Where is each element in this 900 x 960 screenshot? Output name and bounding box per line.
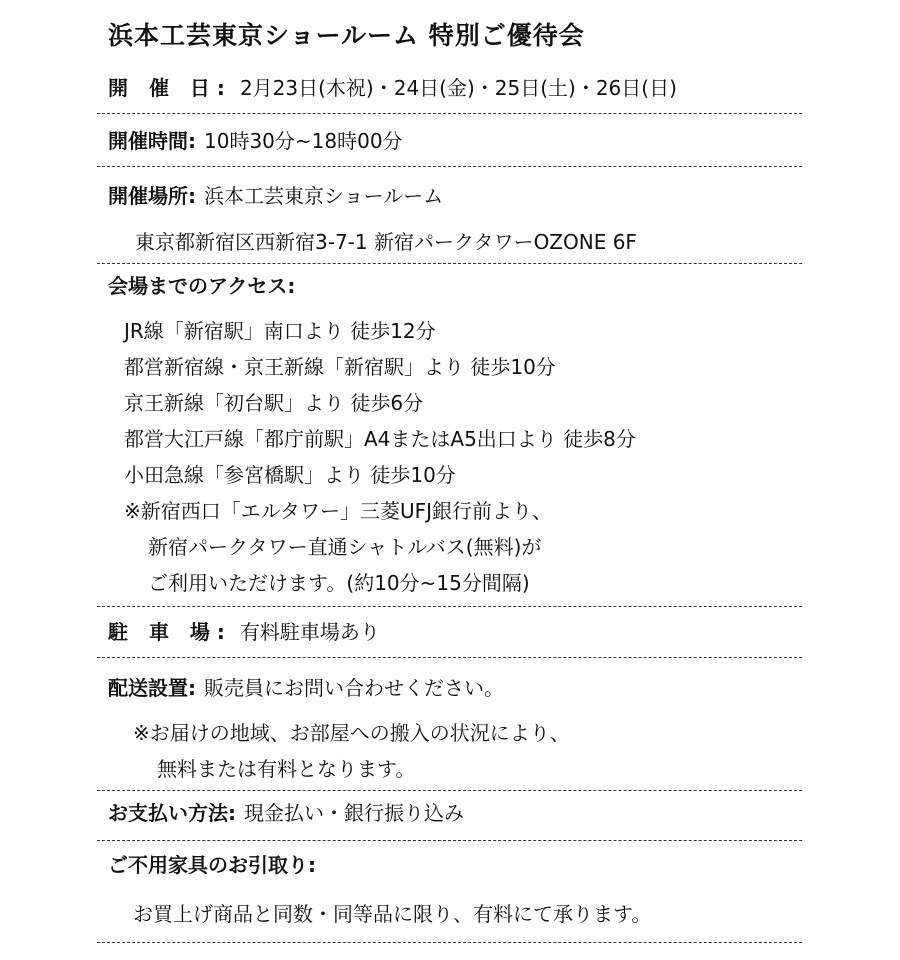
delivery-note-1: ※お届けの地域、お部屋への搬入の状況により、 <box>133 721 570 745</box>
pickup-value: お買上げ商品と同数・同等品に限り、有料にて承ります。 <box>133 902 652 926</box>
delivery-label: 配送設置: <box>108 676 196 700</box>
access-line-keio: 京王新線「初台駅」より 徒歩6分 <box>124 391 424 415</box>
parking-row <box>108 618 380 646</box>
access-shuttle-note-3: ご利用いただけます。(約10分~15分間隔) <box>148 571 530 595</box>
page-title: 浜本工芸東京ショールーム 特別ご優待会 <box>108 21 585 50</box>
pickup-label: ご不用家具のお引取り: <box>108 853 316 877</box>
delivery-row <box>108 674 504 702</box>
access-line-oedo: 都営大江戸線「都庁前駅」A4またはA5出口より 徒歩8分 <box>124 427 636 451</box>
hours-section <box>97 114 802 167</box>
dates-section <box>97 62 802 114</box>
access-label: 会場までのアクセス: <box>108 274 296 298</box>
hours-row <box>108 127 403 155</box>
venue-address: 東京都新宿区西新宿3-7-1 新宿パークタワーOZONE 6F <box>135 230 637 254</box>
dates-row <box>108 74 677 102</box>
access-shuttle-note: ※新宿西口「エルタワー」三菱UFJ銀行前より、 <box>124 499 552 523</box>
delivery-section <box>97 658 802 791</box>
delivery-value: 販売員にお問い合わせください。 <box>204 676 504 700</box>
access-line-jr: JR線「新宿駅」南口より 徒歩12分 <box>124 319 436 343</box>
payment-value: 現金払い・銀行振り込み <box>244 801 464 825</box>
payment-row <box>108 799 464 827</box>
payment-label: お支払い方法: <box>108 801 236 825</box>
venue-value: 浜本工芸東京ショールーム <box>204 184 444 208</box>
dates-value: 2月23日(木祝)・24日(金)・25日(土)・26日(日) <box>239 76 677 100</box>
hours-value: 10時30分~18時00分 <box>204 129 403 153</box>
access-line-toei-shinjuku: 都営新宿線・京王新線「新宿駅」より 徒歩10分 <box>124 355 556 379</box>
parking-section <box>97 607 802 658</box>
pickup-section <box>97 841 802 943</box>
venue-section <box>97 167 802 264</box>
access-section <box>97 264 802 607</box>
venue-label: 開催場所: <box>108 184 196 208</box>
venue-row <box>108 182 443 210</box>
payment-section <box>97 791 802 841</box>
delivery-note-2: 無料または有料となります。 <box>157 757 416 781</box>
parking-value: 有料駐車場あり <box>239 620 380 644</box>
hours-label: 開催時間: <box>108 129 196 153</box>
dates-label: 開 催 日: <box>108 76 232 100</box>
access-shuttle-note-2: 新宿パークタワー直通シャトルバス(無料)が <box>148 535 542 559</box>
access-line-odakyu: 小田急線「参宮橋駅」より 徒歩10分 <box>124 463 456 487</box>
parking-label: 駐 車 場: <box>108 620 232 644</box>
